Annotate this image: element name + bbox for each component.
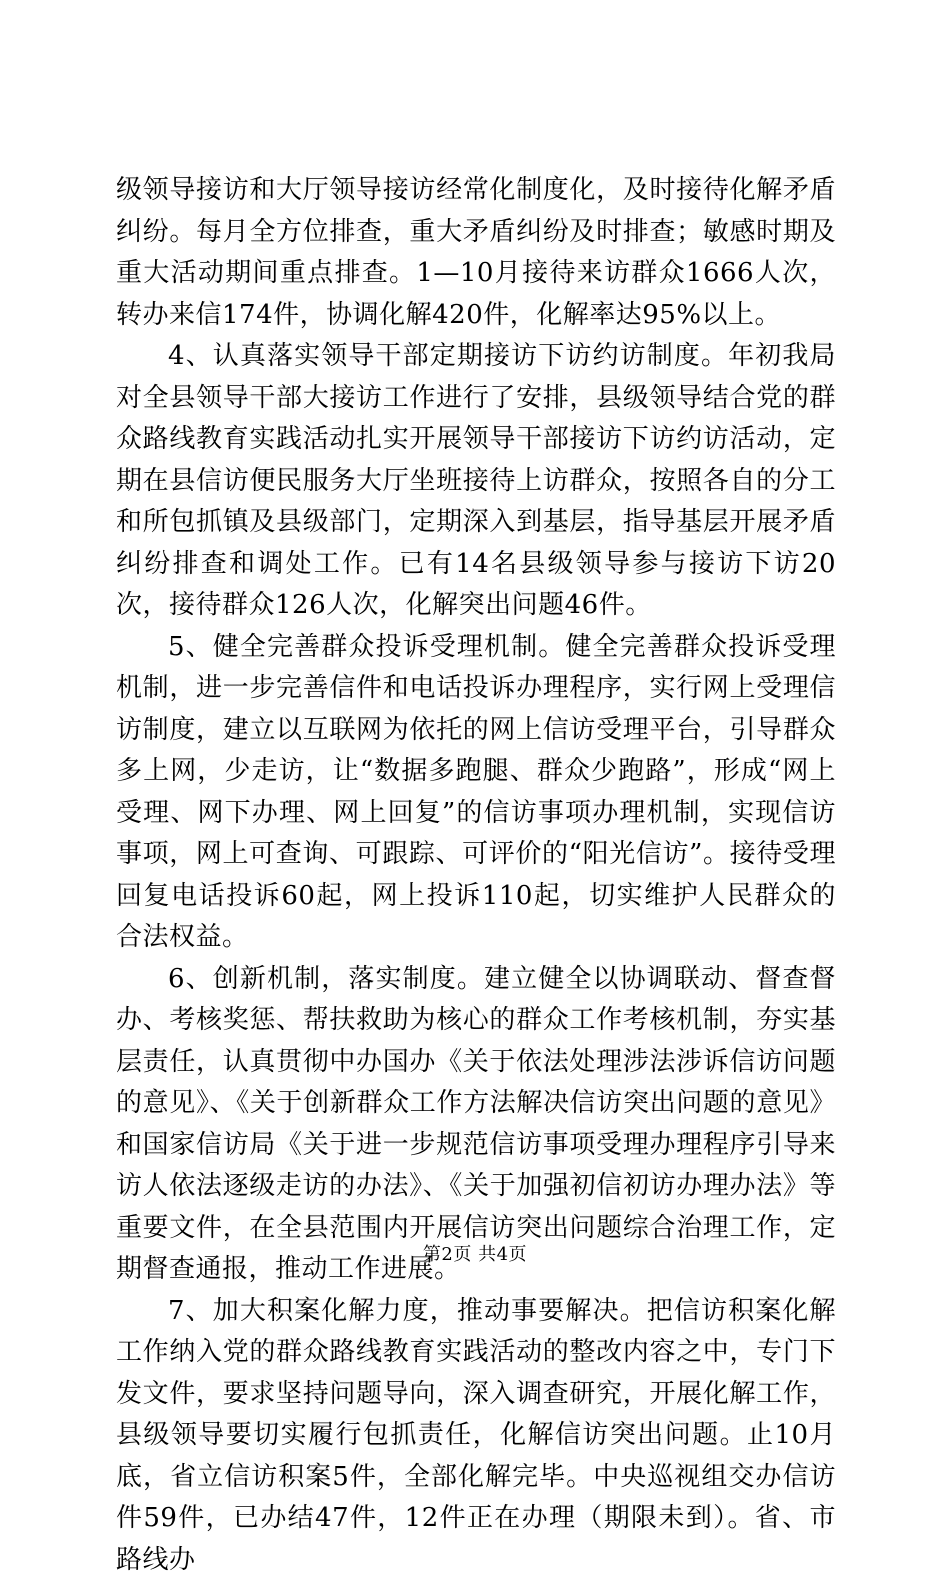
paragraph-item-7: 7、加大积案化解力度，推动事要解决。把信访积案化解工作纳入党的群众路线教育实践活动的整改内容之中，专门下发文件，要求坚持问题导向，深入调查研究，开展化解工作，县级领导要切实履行包抓责任，化解信访突出问题。止10月底，省立信访积案5件，全部化解完毕。中央巡视组交办信访件59件，已办结47件，12件正在办理（期限未到）。省、市路线办 [116,1291,836,1581]
paragraph-item-4: 4、认真落实领导干部定期接访下访约访制度。年初我局对全县领导干部大接访工作进行了安排，县级领导结合党的群众路线教育实践活动扎实开展领导干部接访下访约访活动，定期在县信访便民服务大厅坐班接待上访群众，按照各自的分工和所包抓镇及县级部门，定期深入到基层，指导基层开展矛盾纠纷排查和调处工作。已有14名县级领导参与接访下访20次，接待群众126人次，化解突出问题46件。 [116,336,836,627]
page-footer [0,1240,950,1266]
paragraph-item-5: 5、健全完善群众投诉受理机制。健全完善群众投诉受理机制，进一步完善信件和电话投诉办理程序，实行网上受理信访制度，建立以互联网为依托的网上信访受理平台，引导群众多上网，少走访，让“数据多跑腿、群众少跑路”，形成“网上受理、网下办理、网上回复”的信访事项办理机制，实现信访事项，网上可查询、可跟踪、可评价的“阳光信访”。接待受理回复电话投诉60起，网上投诉110起，切实维护人民群众的合法权益。 [116,627,836,959]
paragraph-continuation: 级领导接访和大厅领导接访经常化制度化，及时接待化解矛盾纠纷。每月全方位排查，重大矛盾纠纷及时排查；敏感时期及重大活动期间重点排查。1—10月接待来访群众1666人次，转办来信174件，协调化解420件，化解率达95%以上。 [116,170,836,336]
page-number-indicator: 第2页 共4页 [423,1244,527,1265]
document-body [116,170,836,1581]
paragraph-item-6: 6、创新机制，落实制度。建立健全以协调联动、督查督办、考核奖惩、帮扶救助为核心的群众工作考核机制，夯实基层责任，认真贯彻中办国办《关于依法处理涉法涉诉信访问题的意见》、《关于创新群众工作方法解决信访突出问题的意见》和国家信访局《关于进一步规范信访事项受理办理程序引导来访人依法逐级走访的办法》、《关于加强初信初访办理办法》等重要文件，在全县范围内开展信访突出问题综合治理工作，定期督查通报，推动工作进展。 [116,959,836,1291]
